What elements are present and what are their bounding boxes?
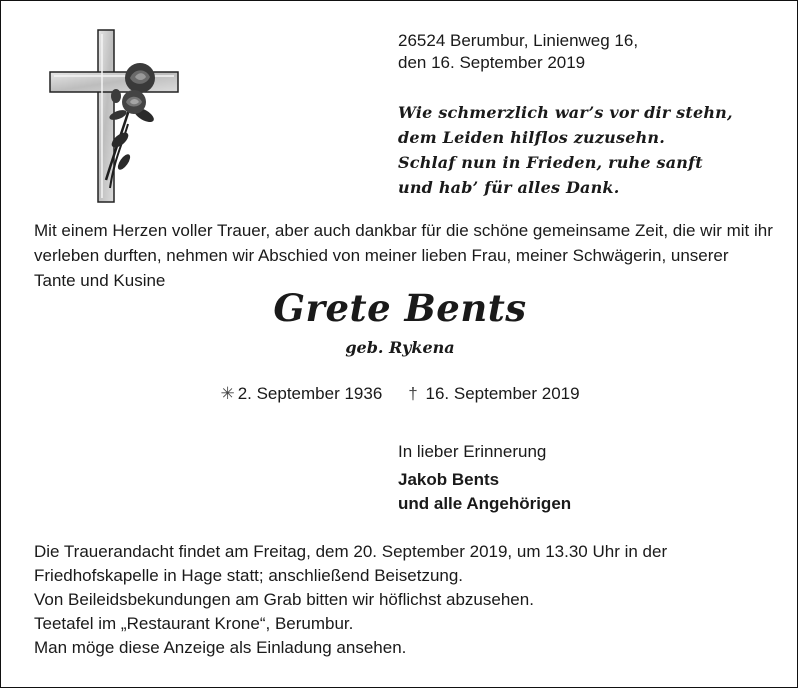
cross-with-rose-icon: [40, 20, 190, 205]
mourner-name: und alle Angehörigen: [398, 494, 572, 513]
death-date: 16. September 2019: [425, 384, 580, 403]
date-line: den 16. September 2019: [398, 53, 586, 72]
birth-date: 2. September 1936: [237, 384, 383, 403]
service-notice: Die Trauerandacht findet am Freitag, dem 20. September 2019, um 13.30 Uhr in der Friedhofskapelle in Hage statt; anschließend Beisetzung.: [34, 542, 668, 585]
deceased-name: Grete Bents: [273, 286, 527, 330]
verse-line: und hab’ für alles Dank.: [398, 178, 620, 197]
verse-line: Wie schmerzlich war’s vor dir stehn,: [398, 103, 733, 122]
header-meta: [398, 30, 638, 74]
mourner-name: Jakob Bents: [398, 470, 500, 489]
death-cross-icon: †: [408, 384, 418, 403]
verse-line: dem Leiden hilflos zuzusehn.: [398, 128, 666, 147]
signature-block: [398, 440, 571, 516]
address-line: 26524 Berumbur, Linienweg 16,: [398, 31, 639, 50]
invitation-notice: Man möge diese Anzeige als Einladung ansehen.: [34, 638, 407, 657]
verse-line: Schlaf nun in Frieden, ruhe sanft: [398, 153, 703, 172]
condolence-notice: Von Beileidsbekundungen am Grab bitten wir höflichst abzusehen.: [34, 590, 534, 609]
life-dates: [0, 383, 800, 405]
footer-notices: [34, 540, 774, 660]
maiden-name: geb. Rykena: [345, 338, 455, 357]
reception-notice: Teetafel im „Restaurant Krone“, Berumbur.: [34, 614, 354, 633]
intro-text: Mit einem Herzen voller Trauer, aber auch dankbar für die schöne gemeinsame Zeit, die wir mit ihr verleben durften, nehmen wir Abschied von meiner lieben Frau, meiner Schwägerin, unserer Tante und Kusine: [34, 221, 773, 290]
birth-star-icon: ✳: [220, 384, 235, 403]
verse: [398, 100, 733, 200]
memory-line: In lieber Erinnerung: [398, 442, 547, 461]
